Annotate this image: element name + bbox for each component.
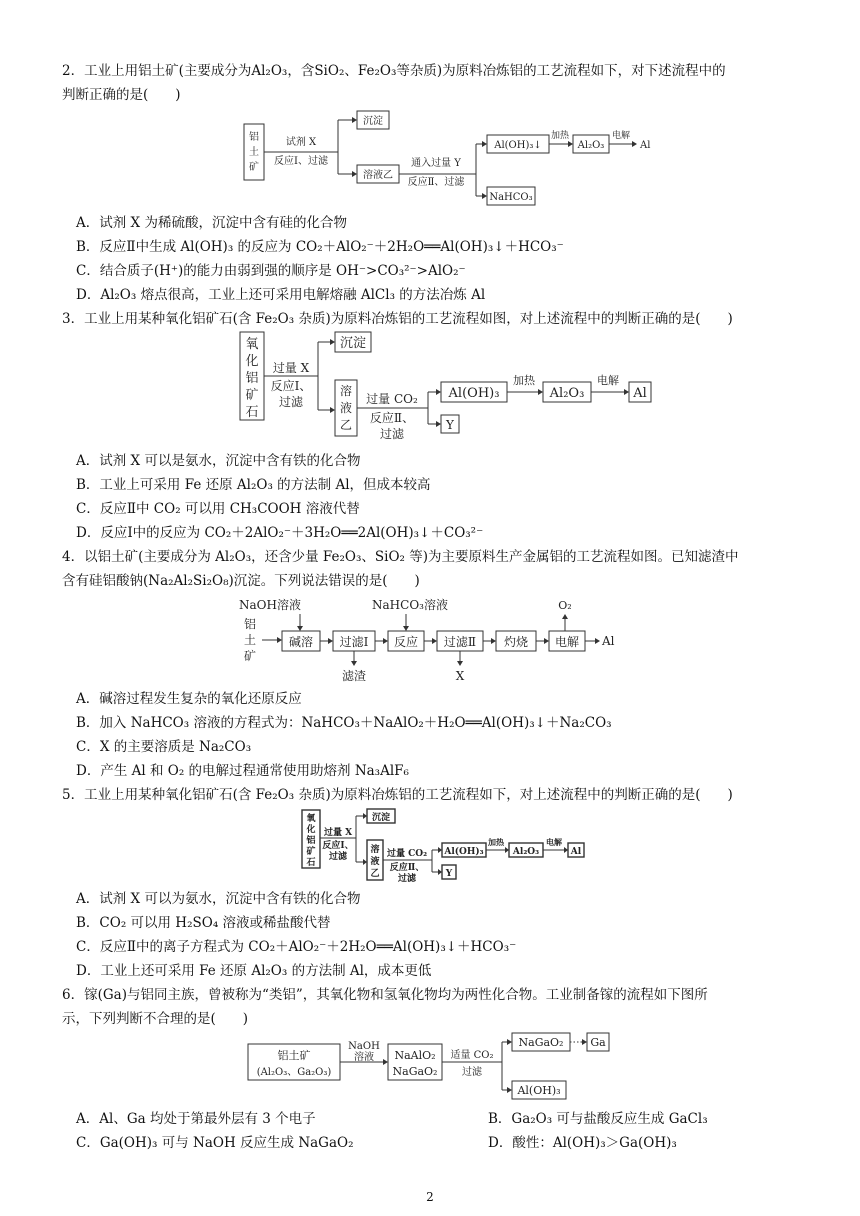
q6-ore-composition: (Al₂O₃、Ga₂O₃) — [256, 1067, 332, 1078]
q2-stem-line2: 判断正确的是( ) — [62, 87, 181, 103]
q5-ore-1: 氧 — [306, 814, 316, 824]
q4-step-2: 过滤Ⅰ — [339, 635, 369, 649]
q6-ore: 铝土矿 — [277, 1049, 311, 1062]
q6-option-c: C．Ga(OH)₃ 可与 NaOH 反应生成 NaGaO₂ — [76, 1135, 354, 1151]
q5-ore-3: 铝 — [306, 836, 316, 846]
q5-ore-5: 石 — [306, 858, 316, 868]
q2-option-d: D．Al₂O₃ 熔点很高，工业上还可采用电解熔融 AlCl₃ 的方法冶炼 Al — [76, 287, 486, 303]
q3-ore-3: 铝 — [245, 371, 259, 386]
q4-step-3: 反应 — [393, 635, 419, 649]
q4-x: X — [455, 669, 465, 683]
q5-reagent: 过量 X — [323, 828, 353, 838]
q4-nahco3: NaHCO₃溶液 — [372, 598, 448, 612]
q3-step1-b: 过滤 — [278, 395, 304, 409]
q3-pass-co2: 过量 CO₂ — [366, 392, 418, 406]
q3-step1-a: 反应Ⅰ、 — [270, 379, 312, 393]
q4-step-6: 电解 — [554, 635, 580, 649]
q2-flow-diagram — [240, 108, 660, 212]
q3-option-b: B．工业上可采用 Fe 还原 Al₂O₃ 的方法制 Al，但成本较高 — [76, 477, 431, 493]
q2-precip: 沉淀 — [363, 116, 383, 127]
q4-flow-diagram — [240, 594, 640, 690]
q3-solution-3: 乙 — [339, 418, 353, 432]
q2-metal: Al — [640, 140, 651, 151]
q2-ore-1: 铝 — [249, 132, 259, 143]
q5-oxide: Al₂O₃ — [512, 847, 540, 857]
q6-mix-2: NaGaO₂ — [392, 1065, 438, 1078]
q4-step-4: 过滤Ⅱ — [443, 635, 477, 649]
q3-hydroxide: Al(OH)₃ — [448, 386, 500, 401]
q5-solution-1: 溶 — [370, 845, 380, 855]
q6-co2: 适量 CO₂ — [450, 1050, 494, 1061]
q5-ore-4: 矿 — [306, 847, 316, 857]
q5-metal: Al — [570, 847, 582, 857]
q6-naoh-1: NaOH — [348, 1041, 380, 1052]
q3-solution-2: 液 — [339, 401, 353, 415]
q3-ore-1: 氧 — [245, 337, 259, 352]
q4-option-b: B．加入 NaHCO₃ 溶液的方程式为：NaHCO₃＋NaAlO₂＋H₂O══Al(OH)₃↓＋Na₂CO₃ — [76, 715, 612, 731]
q6-flow-diagram — [246, 1030, 626, 1110]
q2-option-b: B．反应Ⅱ中生成 Al(OH)₃ 的反应为 CO₂＋AlO₂⁻＋2H₂O══Al(OH)₃↓＋HCO₃⁻ — [76, 239, 564, 255]
q5-electro: 电解 — [546, 837, 562, 847]
q3-ore-2: 化 — [245, 354, 259, 369]
q5-option-b: B．CO₂ 可以用 H₂SO₄ 溶液或稀盐酸代替 — [76, 915, 331, 931]
q5-byproduct: Y — [445, 869, 453, 879]
q4-ore-2: 土 — [243, 633, 257, 647]
q5-step2-b: 过滤 — [397, 874, 417, 884]
q4-ore-1: 铝 — [243, 617, 257, 631]
q6-stem-line1: 6．镓(Ga)与铝同主族，曾被称为“类铝”，其氧化物和氢氧化物均为两性化合物。工业制备镓的流程如下图所 — [62, 987, 708, 1003]
q2-pass-y: 通入过量 Y — [411, 158, 461, 169]
q4-stem-line1: 4．以铝土矿(主要成分为 Al₂O₃，还含少量 Fe₂O₃、SiO₂ 等)为主要原料生产金属铝的工艺流程如图。已知滤渣中 — [62, 549, 739, 565]
q5-precip: 沉淀 — [371, 813, 391, 823]
q3-option-d: D．反应Ⅰ中的反应为 CO₂＋2AlO₂⁻＋3H₂O══2Al(OH)₃↓＋CO₃²⁻ — [76, 525, 484, 541]
q2-stem-line1: 2．工业上用铝土矿(主要成分为Al₂O₃，含SiO₂、Fe₂O₃等杂质)为原料冶炼铝的工艺流程如下，对下述流程中的 — [62, 63, 726, 79]
q5-option-a: A．试剂 X 可以为氨水，沉淀中含有铁的化合物 — [76, 891, 361, 907]
q4-step-5: 灼烧 — [503, 635, 529, 649]
q6-stem-line2: 示，下列判断不合理的是( ) — [62, 1011, 249, 1027]
q4-o2: O₂ — [558, 599, 572, 612]
q6-filter: 过滤 — [462, 1067, 482, 1078]
q5-flow-diagram — [300, 808, 600, 888]
q3-option-a: A．试剂 X 可以是氨水，沉淀中含有铁的化合物 — [76, 453, 361, 469]
q5-option-d: D．工业上还可采用 Fe 还原 Al₂O₃ 的方法制 Al，成本更低 — [76, 963, 432, 979]
q4-step-1: 碱溶 — [288, 635, 314, 649]
q6-option-d: D．酸性：Al(OH)₃＞Ga(OH)₃ — [488, 1135, 677, 1151]
q4-option-a: A．碱溶过程发生复杂的氧化还原反应 — [76, 691, 302, 707]
q2-byproduct: NaHCO₃ — [489, 192, 533, 203]
q5-step2-a: 反应Ⅱ、 — [389, 863, 425, 873]
q5-option-c: C．反应Ⅱ中的离子方程式为 CO₂＋AlO₂⁻＋2H₂O══Al(OH)₃↓＋HCO₃⁻ — [76, 939, 517, 955]
q2-electro: 电解 — [611, 131, 631, 141]
q6-mix-1: NaAlO₂ — [394, 1049, 436, 1062]
q2-ore-2: 土 — [249, 147, 259, 158]
q5-heat: 加热 — [488, 837, 504, 847]
q4-stem-line2: 含有硅铝酸钠(Na₂Al₂Si₂O₈)沉淀。下列说法错误的是( ) — [62, 573, 420, 589]
q3-electro: 电解 — [597, 374, 619, 387]
q3-step2-b: 过滤 — [379, 427, 405, 441]
q2-option-c: C．结合质子(H⁺)的能力由弱到强的顺序是 OH⁻>CO₃²⁻>AlO₂⁻ — [76, 263, 466, 279]
q4-option-d: D．产生 Al 和 O₂ 的电解过程通常使用助熔剂 Na₃AlF₆ — [76, 763, 409, 779]
q2-solution: 溶液乙 — [363, 170, 393, 181]
q5-solution-3: 乙 — [370, 869, 380, 879]
q3-step2-a: 反应Ⅱ、 — [369, 411, 415, 425]
q6-option-b: B．Ga₂O₃ 可与盐酸反应生成 GaCl₃ — [488, 1111, 708, 1127]
q5-step1-a: 反应Ⅰ、 — [322, 841, 354, 851]
q3-option-c: C．反应Ⅱ中 CO₂ 可以用 CH₃COOH 溶液代替 — [76, 501, 360, 517]
q5-step1-b: 过滤 — [328, 852, 348, 862]
q4-naoh: NaOH溶液 — [239, 598, 301, 612]
q5-solution-2: 液 — [370, 857, 380, 867]
q3-precip: 沉淀 — [339, 336, 367, 351]
q2-oxide: Al₂O₃ — [577, 140, 605, 151]
q3-byproduct: Y — [446, 418, 454, 432]
q4-ore-3: 矿 — [243, 649, 257, 663]
q2-hydroxide: Al(OH)₃↓ — [494, 140, 542, 151]
q3-heat: 加热 — [513, 374, 535, 387]
q3-metal: Al — [633, 386, 647, 401]
q3-stem: 3．工业上用某种氧化铝矿石(含 Fe₂O₃ 杂质)为原料冶炼铝的工艺流程如图，对上述流程中的判断正确的是( ) — [62, 311, 733, 327]
q3-reagent: 过量 X — [272, 361, 310, 375]
q3-solution-1: 溶 — [339, 384, 353, 398]
q4-option-c: C．X 的主要溶质是 Na₂CO₃ — [76, 739, 252, 755]
q6-option-a: A．Al、Ga 均处于第最外层有 3 个电子 — [76, 1111, 316, 1127]
q2-step1: 反应Ⅰ、过滤 — [274, 156, 328, 167]
q6-ga: Ga — [590, 1036, 606, 1049]
page-number: 2 — [426, 1190, 434, 1204]
q5-hydroxide: Al(OH)₃ — [444, 847, 484, 857]
q4-metal: Al — [602, 634, 615, 648]
q2-ore-3: 矿 — [249, 162, 259, 173]
q4-residue: 滤渣 — [341, 669, 367, 683]
q2-option-a: A．试剂 X 为稀硫酸，沉淀中含有硅的化合物 — [76, 215, 347, 231]
q3-ore-5: 石 — [245, 405, 259, 420]
q5-ore-2: 化 — [306, 825, 316, 835]
q2-heat: 加热 — [550, 131, 570, 141]
q2-reagent: 试剂 X — [285, 137, 317, 148]
q3-oxide: Al₂O₃ — [549, 386, 585, 401]
q2-step2: 反应Ⅱ、过滤 — [407, 177, 465, 188]
q5-pass-co2: 过量 CO₂ — [386, 849, 428, 859]
q3-flow-diagram — [238, 330, 658, 446]
q3-ore-4: 矿 — [245, 388, 259, 403]
q6-nagao2: NaGaO₂ — [518, 1036, 564, 1049]
q6-naoh-2: 溶液 — [354, 1052, 374, 1063]
q5-stem: 5．工业上用某种氧化铝矿石(含 Fe₂O₃ 杂质)为原料冶炼铝的工艺流程如下，对上述流程中的判断正确的是( ) — [62, 787, 733, 803]
q6-aloh3: Al(OH)₃ — [517, 1084, 561, 1097]
